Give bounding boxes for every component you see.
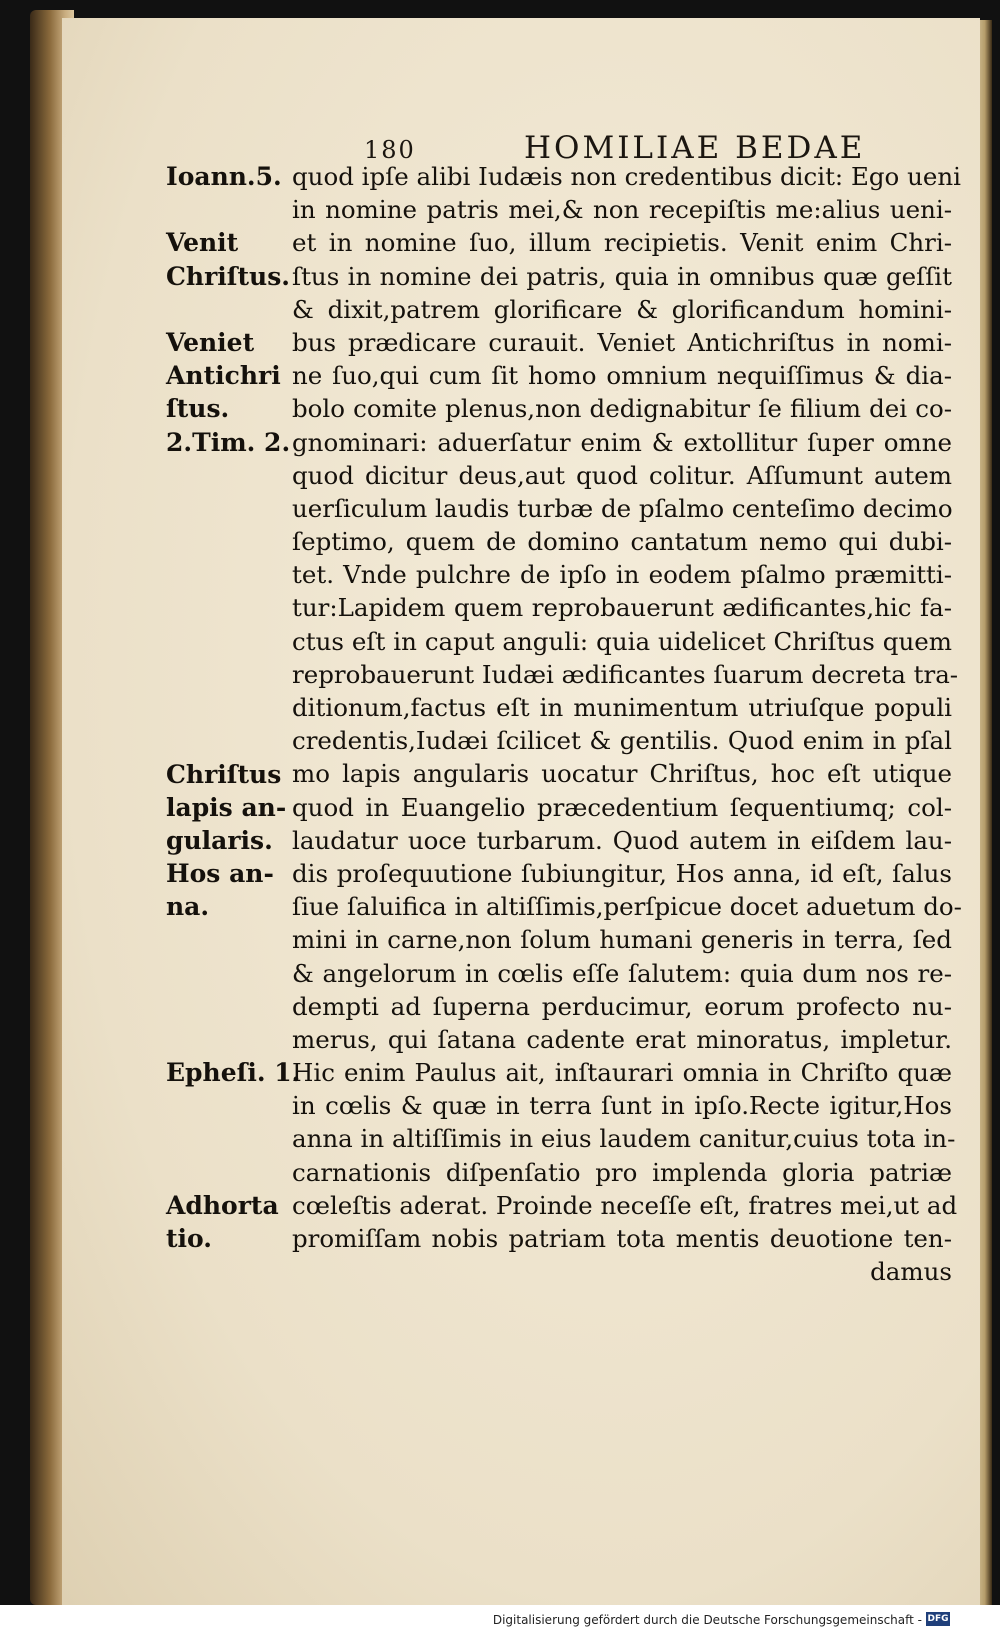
- text-line: quod dicitur deus,aut quod colitur. Aſſumunt autem: [292, 460, 952, 490]
- margin-note: [166, 426, 290, 459]
- margin-note: [166, 1056, 301, 1089]
- text-line: quod ipſe alibi Iudæis non credentibus dicit: Ego ueni: [292, 162, 961, 191]
- margin-note-line: Hos an-: [166, 859, 274, 889]
- text-line: ctus eſt in caput anguli: quia uidelicet Chriſtus quem: [292, 626, 952, 656]
- text-line: gnominari: aduerſatur enim & extollitur ſuper omne: [292, 427, 952, 457]
- text-line: ditionum,factus eſt in munimentum utriuſque populi: [292, 693, 952, 722]
- text-line: in cœlis & quæ in terra ſunt in ipſo.Recte igitur,Hos: [292, 1091, 952, 1121]
- text-line: dempti ad ſuperna perducimur, eorum profecto nu-: [292, 991, 952, 1021]
- text-line: et in nomine ſuo, illum recipietis. Venit enim Chri-: [292, 228, 952, 258]
- text-line: promiſſam nobis patriam tota mentis deuotione ten-: [292, 1224, 952, 1253]
- text-line: merus, qui ſatana cadente erat minoratus, impletur.: [292, 1024, 952, 1054]
- margin-note-line: Venit: [166, 228, 239, 258]
- dfg-logo: DFG: [927, 1614, 949, 1624]
- margin-note-line: na.: [166, 892, 210, 922]
- margin-note-line: Veniet: [166, 328, 255, 357]
- text-line: mini in carne,non ſolum humani generis in terra, ſed: [292, 925, 952, 955]
- margin-note-line: Antichri: [166, 361, 281, 391]
- main-text: [292, 160, 962, 1288]
- margin-note-line: tio.: [166, 1224, 212, 1254]
- text-line: reprobauerunt Iudæi ædificantes ſuarum decreta tra-: [292, 659, 959, 689]
- text-line: uerſiculum laudis turbæ de pſalmo centeſimo decimo: [292, 493, 953, 523]
- margin-note-line: lapis an-: [166, 792, 287, 822]
- text-line: tur:Lapidem quem reprobauerunt ædificantes,hic fa-: [292, 593, 952, 623]
- text-line: damus: [870, 1257, 952, 1287]
- margin-note-line: Epheſi. 1.: [166, 1058, 301, 1088]
- margin-note-line: Ioann.5.: [166, 162, 282, 191]
- text-line: & angelorum in cœlis eſſe ſalutem: quia dum nos re-: [292, 958, 952, 988]
- text-line: laudatur uoce turbarum. Quod autem in eiſdem lau-: [292, 825, 952, 855]
- margin-note-line: gularis.: [166, 826, 273, 855]
- text-line: cœleſtis aderat. Proinde neceſſe eſt, fratres mei,ut ad: [292, 1190, 958, 1220]
- text-line: ſtus in nomine dei patris, quia in omnibus quæ geſſit: [292, 261, 952, 291]
- text-line: carnationis diſpenſatio pro implenda gloria patriæ: [292, 1157, 952, 1187]
- margin-note-line: Chriſtus.: [166, 261, 290, 291]
- margin-note: [166, 1189, 290, 1255]
- text-line: Hic enim Paulus ait, inſtaurari omnia in Chriſto quæ: [292, 1058, 952, 1088]
- text-line: bolo comite plenus,non dedignabitur ſe filium dei co-: [292, 394, 952, 424]
- text-line: in nomine patris mei,& non recepiſtis me:alius ueni-: [292, 195, 952, 225]
- text-line: anna in altiſſimis in eius laudem canitur,cuius tota in-: [292, 1124, 956, 1154]
- margin-note: [166, 226, 290, 292]
- text-line: quod in Euangelio præcedentium ſequentiumq; col-: [292, 792, 952, 822]
- margin-note-line: Chriſtus: [166, 759, 282, 789]
- text-line: dis proſequutione ſubiungitur, Hos anna, id eſt, ſalus: [292, 858, 952, 888]
- page-number: 180: [364, 136, 416, 164]
- margin-note: [166, 758, 290, 858]
- margin-note-line: Adhorta: [166, 1191, 279, 1221]
- footer-bar: [0, 1605, 1000, 1636]
- margin-note-line: ſtus.: [166, 394, 230, 424]
- text-line: ſiue ſaluifica in altiſſimis,perſpicue docet aduetum do-: [292, 892, 962, 922]
- margin-note-line: 2.Tim. 2.: [166, 427, 291, 457]
- text-line: & dixit,patrem glorificare & glorificandum homini-: [292, 294, 952, 324]
- running-head: HOMILIAE BEDAE: [524, 130, 866, 166]
- margin-note: [166, 160, 290, 193]
- text-line: ſeptimo, quem de domino cantatum nemo qui dubi-: [292, 527, 952, 557]
- margin-note: [166, 857, 290, 923]
- text-line: tet. Vnde pulchre de ipſo in eodem pſalmo præmitti-: [292, 560, 952, 590]
- text-line: credentis,Iudæi ſcilicet & gentilis. Quod enim in pſal: [292, 726, 952, 756]
- funding-credit: Digitalisierung gefördert durch die Deutsche Forschungsgemeinschaft -: [492, 1613, 922, 1627]
- text-line: ne ſuo,qui cum ſit homo omnium nequiſſimus & dia-: [292, 361, 952, 391]
- text-line: mo lapis angularis uocatur Chriſtus, hoc eſt utique: [292, 759, 952, 789]
- text-line: bus prædicare curauit. Veniet Antichriſtus in nomi-: [292, 327, 952, 357]
- margin-note: [166, 326, 290, 426]
